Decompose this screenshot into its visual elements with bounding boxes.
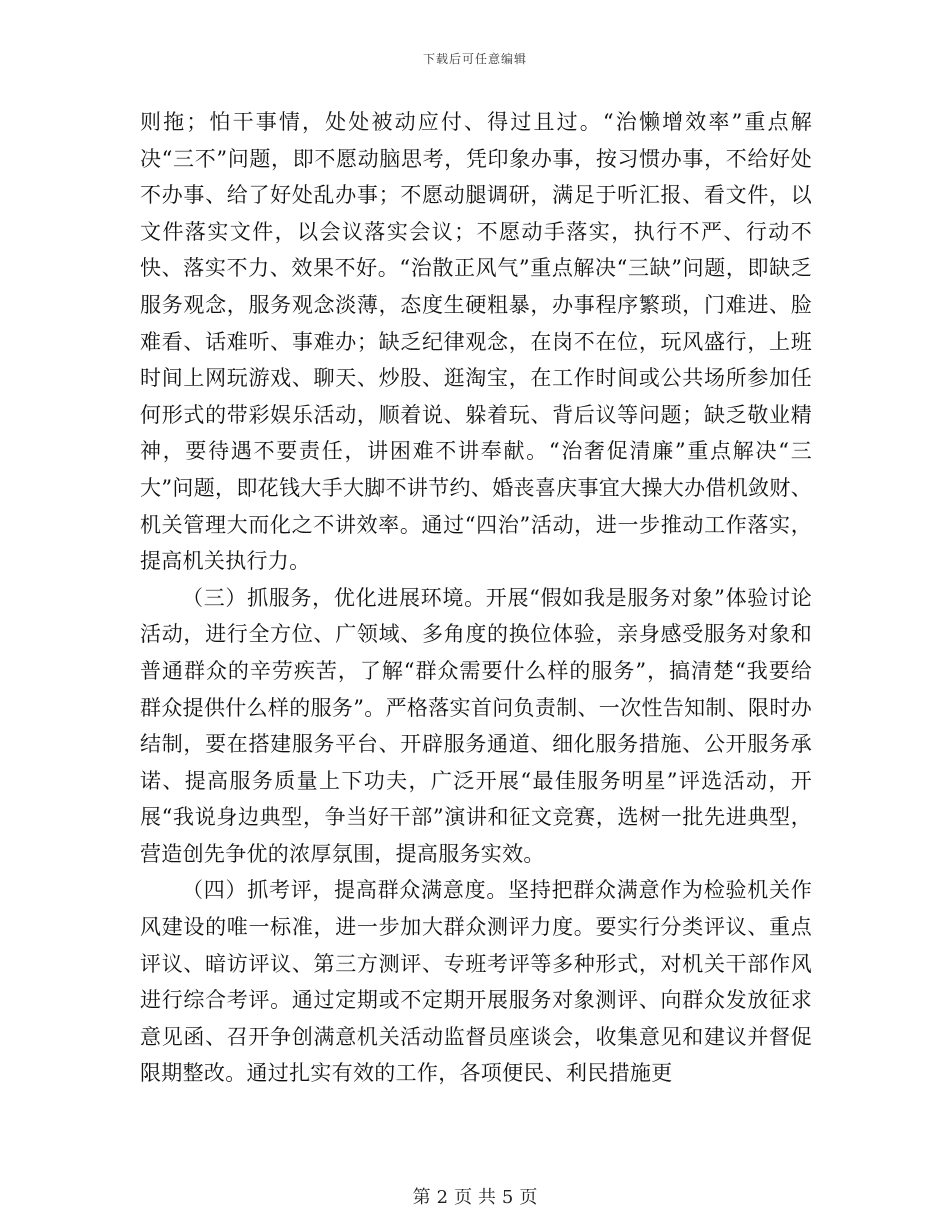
page-footer <box>0 1183 950 1209</box>
page-total-number: 5 <box>501 1187 514 1208</box>
page-current-number: 2 <box>436 1187 449 1208</box>
paragraph-section-3: （三）抓服务，优化进展环境。开展“假如我是服务对象”体验讨论活动，进行全方位、广领域、多角度的换位体验，亲身感受服务对象和普通群众的辛劳疾苦，了解“群众需要什么样的服务”，搞清楚“我要给群众提供什么样的服务”。严格落实首问负责制、一次性告知制、限时办结制，要在搭建服务平台、开辟服务通道、细化服务措施、公开服务承诺、提高服务质量上下功夫，广泛开展“最佳服务明星”评选活动，开展“我说身边典型，争当好干部”演讲和征文竞赛，选树一批先进典型，营造创先争优的浓厚氛围，提高服务实效。 <box>140 585 812 866</box>
page-label-prefix: 第 <box>412 1187 431 1208</box>
page-label-suffix: 页 <box>519 1187 538 1208</box>
page-header: 下载后可任意编辑 <box>422 52 527 66</box>
paragraph-section-4: （四）抓考评，提高群众满意度。坚持把群众满意作为检验机关作风建设的唯一标准，进一步加大群众测评力度。要实行分类评议、重点评议、暗访评议、第三方测评、专班考评等多种形式，对机关干部作风进行综合考评。通过定期或不定期开展服务对象测评、向群众发放征求意见函、召开争创满意机关活动监督员座谈会，收集意见和建议并督促限期整改。通过扎实有效的工作，各项便民、利民措施更 <box>140 878 812 1086</box>
page-label-mid: 页 共 <box>454 1187 496 1208</box>
document-body <box>140 104 812 1092</box>
paragraph-continuation: 则拖；怕干事情，处处被动应付、得过且过。“治懒增效率”重点解决“三不”问题，即不愿动脑思考，凭印象办事，按习惯办事，不给好处不办事、给了好处乱办事；不愿动腿调研，满足于听汇报、看文件，以文件落实文件，以会议落实会议；不愿动手落实，执行不严、行动不快、落实不力、效果不好。“治散正风气”重点解决“三缺”问题，即缺乏服务观念，服务观念淡薄，态度生硬粗暴，办事程序繁琐，门难进、脸难看、话难听、事难办；缺乏纪律观念，在岗不在位，玩风盛行，上班时间上网玩游戏、聊天、炒股、逛淘宝，在工作时间或公共场所参加任何形式的带彩娱乐活动，顺着说、躲着玩、背后议等问题；缺乏敬业精神，要待遇不要责任，讲困难不讲奉献。“治奢促清廉”重点解决“三大”问题，即花钱大手大脚不讲节约、婚丧喜庆事宜大操大办借机敛财、机关管理大而化之不讲效率。通过“四治”活动，进一步推动工作落实，提高机关执行力。 <box>140 110 812 574</box>
